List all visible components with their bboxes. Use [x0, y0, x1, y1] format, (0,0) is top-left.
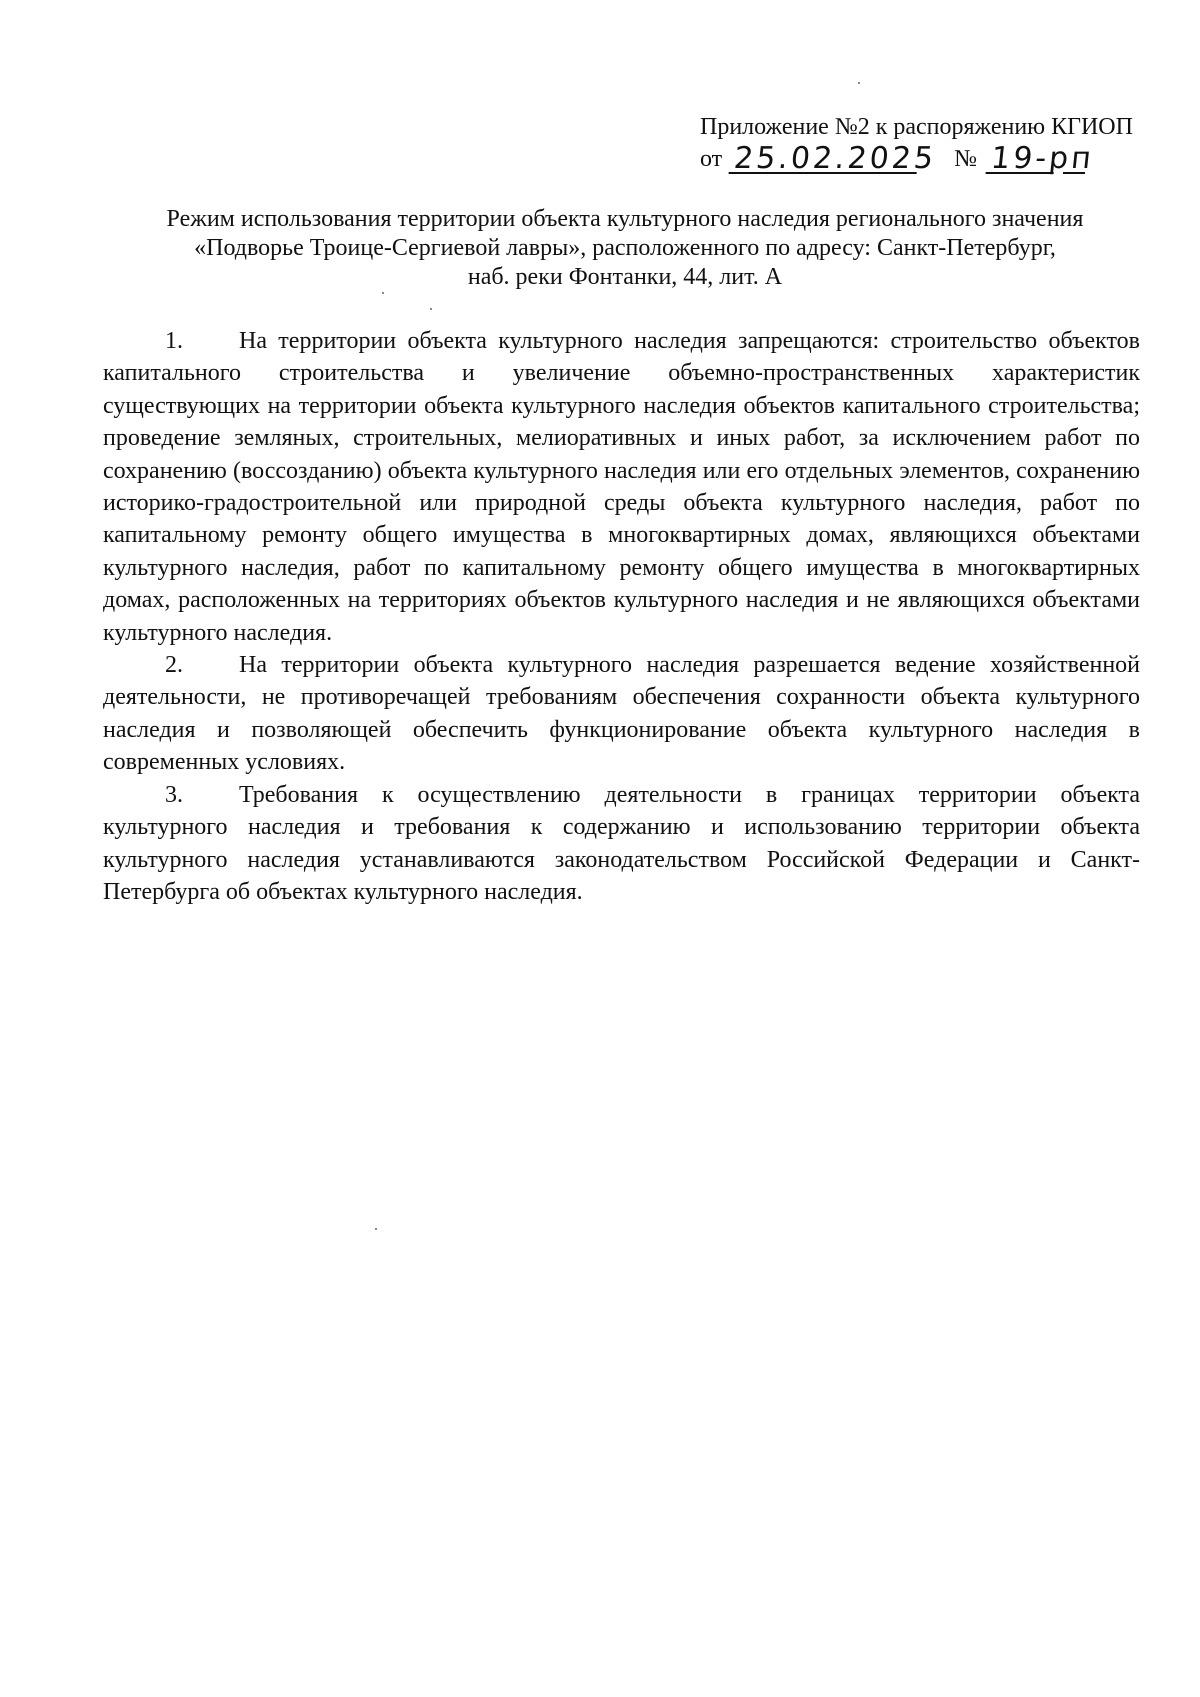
paragraph-number: 1. — [165, 328, 183, 354]
paragraph-number: 3. — [165, 781, 183, 808]
paragraph-text: На территории объекта культурного наследия разрешается ведение хозяйственной деятельности, не противоречащей требованиям обеспечения сохранности объекта культурного наследия и позволяющей обеспечить функционирование объекта культурного наследия в современных условиях. — [103, 652, 1140, 776]
scan-speck — [858, 82, 860, 84]
scan-speck — [382, 292, 384, 294]
appendix-header — [700, 112, 1150, 174]
paragraph-1 — [103, 325, 1140, 649]
scan-speck — [375, 1228, 377, 1230]
appendix-date-number-line — [700, 141, 1150, 176]
document-title — [130, 205, 1120, 292]
number-label: № — [954, 146, 978, 172]
paragraph-text: Требования к осуществлению деятельности в границах территории объекта культурного наследия и требования к содержанию и использованию территории объекта культурного наследия устанавливаются законодательством Российской Федерации и Санкт-Петербурга об объектах культурного наследия. — [103, 781, 1140, 905]
scan-speck — [430, 308, 432, 310]
paragraph-2 — [103, 649, 1140, 779]
title-line-2: «Подворье Троице-Сергиевой лавры», расположенного по адресу: Санкт-Петербург, — [194, 235, 1056, 261]
from-label: от — [700, 146, 723, 172]
title-line-1: Режим использования территории объекта культурного наследия регионального значения — [166, 206, 1084, 232]
paragraph-number: 2. — [165, 652, 183, 679]
paragraph-3 — [103, 779, 1140, 909]
title-line-3: наб. реки Фонтанки, 44, лит. А — [467, 264, 783, 290]
appendix-reference: Приложение №2 к распоряжению КГИОП — [700, 114, 1133, 140]
handwritten-date: 25.02.2025 — [729, 146, 920, 174]
paragraph-text: На территории объекта культурного наследия запрещаются: строительство объектов капитального строительства и увеличение объемно-пространственных характеристик существующих на территории объекта культурного наследия объектов капитального строительства; проведение земляных, строительных, мелиоративных и иных работ, за исключением работ по сохранению (воссозданию) объекта культурного наследия или его отдельных элементов, сохранению историко-градостроительной или природной среды объекта культурного наследия, работ по капитальному ремонту общего имущества в многоквартирных домах, являющихся объектами культурного наследия, работ по капитальному ремонту общего имущества в многоквартирных домах, расположенных на территориях объектов культурного наследия и не являющихся объектами культурного наследия. — [103, 328, 1140, 646]
handwritten-number: 19-рп — [986, 146, 1057, 174]
document-body — [103, 325, 1140, 908]
